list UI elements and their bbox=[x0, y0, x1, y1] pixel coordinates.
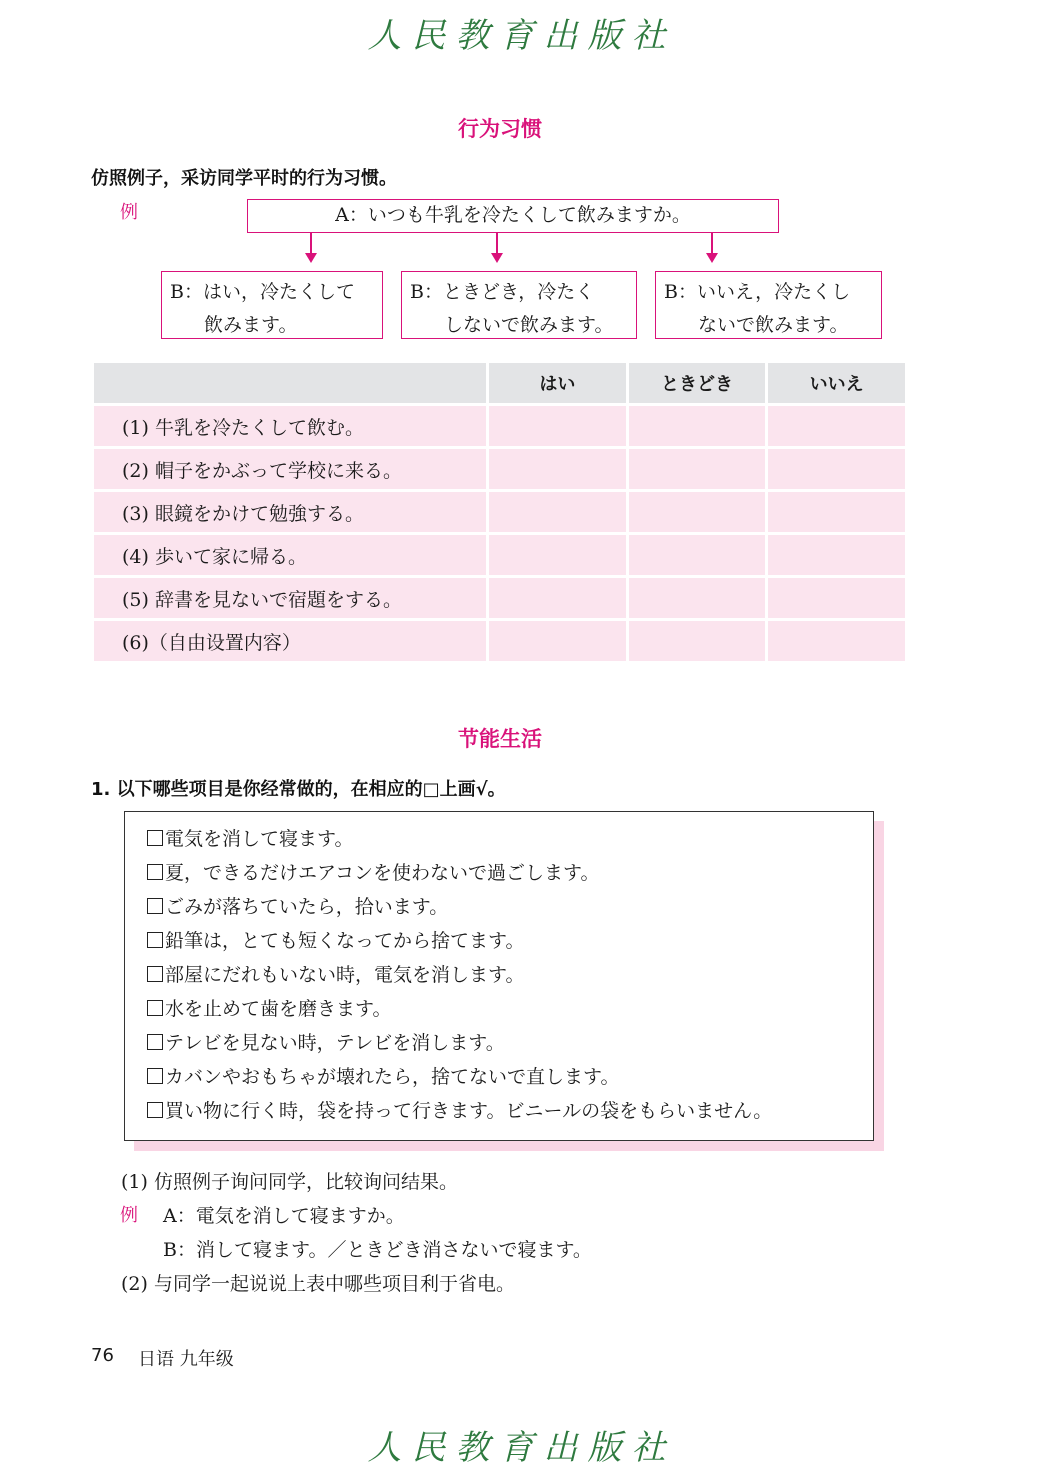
header-yes: はい bbox=[489, 363, 626, 406]
example-label-2: 例 bbox=[120, 1205, 138, 1226]
list-item bbox=[147, 856, 873, 890]
cell-sometimes[interactable] bbox=[629, 449, 766, 492]
row-label: (6)（自由设置内容） bbox=[94, 621, 486, 664]
checkbox-icon[interactable] bbox=[147, 1068, 163, 1084]
example-answer-box-yes bbox=[161, 271, 383, 339]
cell-sometimes[interactable] bbox=[629, 578, 766, 621]
item-text: 水を止めて歯を磨きます。 bbox=[165, 998, 392, 1020]
list-item bbox=[147, 822, 873, 856]
habits-survey-table bbox=[91, 363, 908, 664]
cell-no[interactable] bbox=[768, 406, 905, 449]
answer-line2: しないで飲みます。 bbox=[444, 314, 614, 336]
section-title-energy: 节能生活 bbox=[458, 727, 542, 751]
energy-checklist-box bbox=[124, 811, 874, 1141]
checkbox-icon[interactable] bbox=[147, 1034, 163, 1050]
example-b-line: B：消して寝ます。／ときどき消さないで寝ます。 bbox=[163, 1239, 592, 1261]
page-number: 76 bbox=[91, 1345, 114, 1366]
row-label: (3) 眼鏡をかけて勉強する。 bbox=[94, 492, 486, 535]
cell-sometimes[interactable] bbox=[629, 621, 766, 664]
header-no: いいえ bbox=[768, 363, 905, 406]
cell-no[interactable] bbox=[768, 449, 905, 492]
cell-yes[interactable] bbox=[489, 449, 626, 492]
example-question-box bbox=[247, 199, 779, 233]
table-row bbox=[94, 492, 905, 535]
instruction-energy: 1. 以下哪些项目是你经常做的，在相应的□上画√。 bbox=[91, 779, 506, 800]
answer-line1: B：はい，冷たくして bbox=[170, 281, 355, 303]
table-row bbox=[94, 578, 905, 621]
list-item bbox=[147, 1060, 873, 1094]
cell-yes[interactable] bbox=[489, 535, 626, 578]
arrow-line-2 bbox=[496, 233, 498, 255]
arrow-line-1 bbox=[310, 233, 312, 255]
list-item bbox=[147, 890, 873, 924]
cell-yes[interactable] bbox=[489, 406, 626, 449]
book-title: 日语 九年级 bbox=[138, 1349, 234, 1370]
cell-yes[interactable] bbox=[489, 578, 626, 621]
table-header-row bbox=[94, 363, 905, 406]
item-text: 鉛筆は，とても短くなってから捨てます。 bbox=[165, 930, 525, 952]
example-question: A：いつも牛乳を冷たくして飲みますか。 bbox=[335, 204, 691, 226]
item-text: カバンやおもちゃが壊れたら，捨てないで直します。 bbox=[165, 1066, 620, 1088]
example-a-line: A：電気を消して寝ますか。 bbox=[163, 1205, 405, 1227]
checkbox-icon[interactable] bbox=[147, 932, 163, 948]
checkbox-icon[interactable] bbox=[147, 830, 163, 846]
publisher-logo-top: 人民教育出版社 bbox=[367, 16, 676, 56]
sub-question-1: (1) 仿照例子询问同学，比较询问结果。 bbox=[121, 1171, 458, 1193]
list-item bbox=[147, 1026, 873, 1060]
cell-sometimes[interactable] bbox=[629, 492, 766, 535]
cell-yes[interactable] bbox=[489, 492, 626, 535]
example-label: 例 bbox=[120, 202, 138, 223]
cell-sometimes[interactable] bbox=[629, 535, 766, 578]
row-label: (2) 帽子をかぶって学校に来る。 bbox=[94, 449, 486, 492]
example-answer-box-no bbox=[655, 271, 882, 339]
arrow-head-3 bbox=[706, 253, 718, 263]
item-text: 夏，できるだけエアコンを使わないで過ごします。 bbox=[165, 862, 600, 884]
header-blank bbox=[94, 363, 486, 406]
answer-line2: ないで飲みます。 bbox=[698, 314, 849, 336]
list-item bbox=[147, 924, 873, 958]
item-text: ごみが落ちていたら，拾います。 bbox=[165, 896, 449, 918]
arrow-line-3 bbox=[711, 233, 713, 255]
list-item bbox=[147, 992, 873, 1026]
checkbox-icon[interactable] bbox=[147, 966, 163, 982]
example-answer-box-sometimes bbox=[401, 271, 637, 339]
checkbox-icon[interactable] bbox=[147, 1102, 163, 1118]
cell-yes[interactable] bbox=[489, 621, 626, 664]
checkbox-icon[interactable] bbox=[147, 898, 163, 914]
table-row bbox=[94, 449, 905, 492]
row-label: (4) 歩いて家に帰る。 bbox=[94, 535, 486, 578]
answer-line2: 飲みます。 bbox=[204, 314, 298, 336]
row-label: (5) 辞書を見ないで宿題をする。 bbox=[94, 578, 486, 621]
checkbox-icon[interactable] bbox=[147, 864, 163, 880]
answer-line1: B：ときどき，冷たく bbox=[410, 281, 595, 303]
arrow-head-2 bbox=[491, 253, 503, 263]
cell-no[interactable] bbox=[768, 535, 905, 578]
item-text: 部屋にだれもいない時，電気を消します。 bbox=[165, 964, 525, 986]
answer-line1: B：いいえ，冷たくし bbox=[664, 281, 851, 303]
header-sometimes: ときどき bbox=[629, 363, 766, 406]
cell-no[interactable] bbox=[768, 578, 905, 621]
publisher-logo-bottom: 人民教育出版社 bbox=[367, 1428, 676, 1468]
list-item bbox=[147, 958, 873, 992]
checkbox-icon[interactable] bbox=[147, 1000, 163, 1016]
item-text: 電気を消して寝ます。 bbox=[165, 828, 354, 850]
table-row bbox=[94, 535, 905, 578]
cell-no[interactable] bbox=[768, 621, 905, 664]
arrow-head-1 bbox=[305, 253, 317, 263]
row-label: (1) 牛乳を冷たくして飲む。 bbox=[94, 406, 486, 449]
list-item bbox=[147, 1094, 873, 1128]
section-title-habits: 行为习惯 bbox=[458, 117, 542, 141]
cell-no[interactable] bbox=[768, 492, 905, 535]
sub-question-2: (2) 与同学一起说说上表中哪些项目利于省电。 bbox=[121, 1273, 515, 1295]
table-row bbox=[94, 406, 905, 449]
cell-sometimes[interactable] bbox=[629, 406, 766, 449]
item-text: テレビを見ない時，テレビを消します。 bbox=[165, 1032, 505, 1054]
item-text: 買い物に行く時，袋を持って行きます。ビニールの袋をもらいません。 bbox=[165, 1100, 773, 1122]
table-row bbox=[94, 621, 905, 664]
instruction-habits: 仿照例子，采访同学平时的行为习惯。 bbox=[91, 168, 397, 189]
